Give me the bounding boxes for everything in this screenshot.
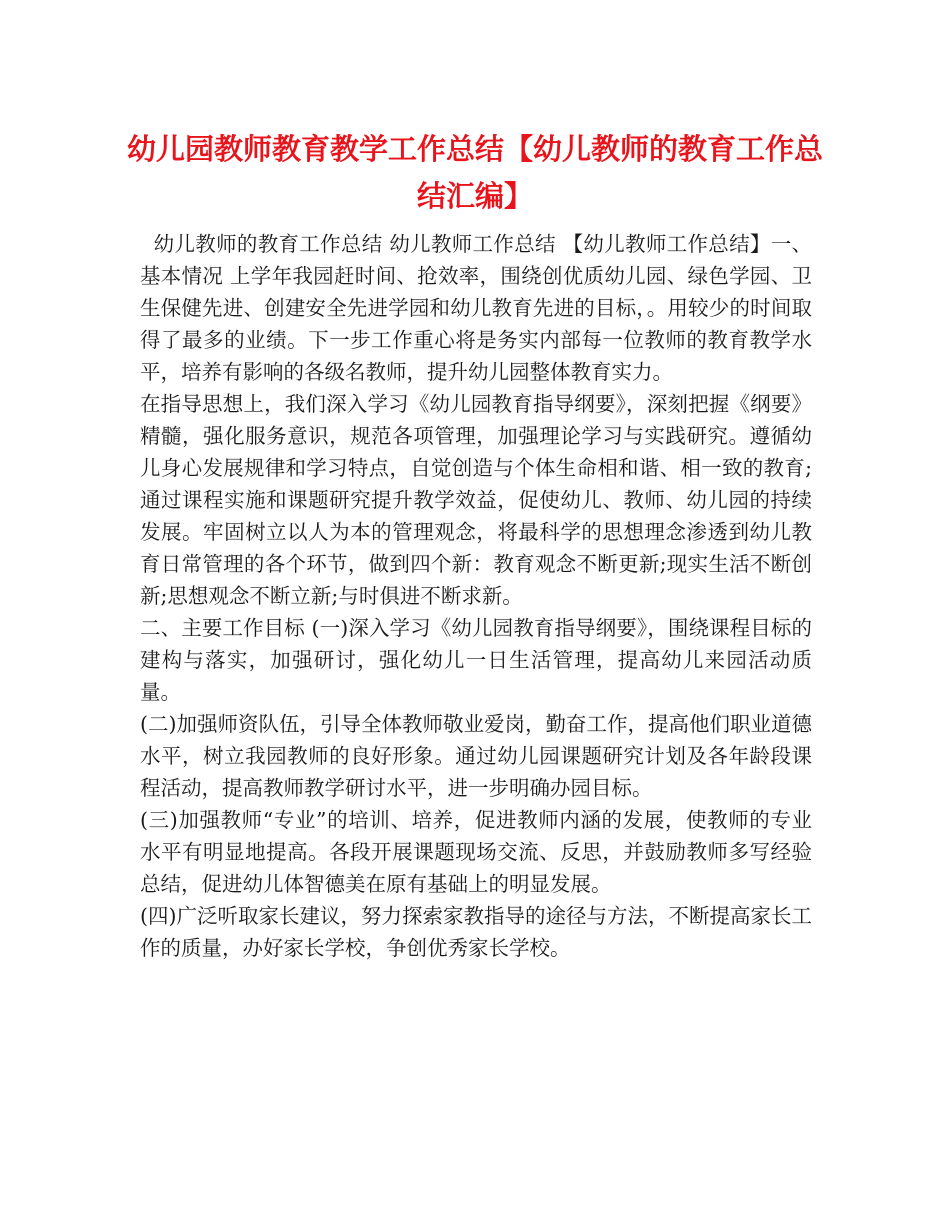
paragraph-goal-4: (四)广泛听取家长建议，努力探索家教指导的途径与方法，不断提高家长工作的质量，办好家长学校，争创优秀家长学校。 xyxy=(140,904,812,960)
paragraph-goal-2: (二)加强师资队伍，引导全体教师敬业爱岗，勤奋工作，提高他们职业道德水平，树立我园教师的良好形象。通过幼儿园课题研究计划及各年龄段课程活动，提高教师教学研讨水平，进一步明确办园目标。 xyxy=(140,712,812,800)
paragraph-basic-situation: 幼儿教师的教育工作总结 幼儿教师工作总结 【幼儿教师工作总结】一、基本情况 上学年我园赶时间、抢效率，围绕创优质幼儿园、绿色学园、卫生保健先进、创建安全先进学园和幼儿教育先进的目标，。用较少的时间取得了最多的业绩。下一步工作重心将是务实内部每一位教师的教育教学水平，培养有影响的各级名教师，提升幼儿园整体教育实力。 xyxy=(140,232,812,384)
document-title: 幼儿园教师教育教学工作总结【幼儿教师的教育工作总结汇编】 xyxy=(126,132,823,213)
paragraph-goal-3: (三)加强教师“专业”的培训、培养，促进教师内涵的发展，使教师的专业水平有明显地提高。各段开展课题现场交流、反思，并鼓励教师多写经验总结，促进幼儿体智德美在原有基础上的明显发展。 xyxy=(140,808,812,896)
paragraph-guiding-thought: 在指导思想上，我们深入学习《幼儿园教育指导纲要》，深刻把握《纲要》精髓，强化服务意识，规范各项管理，加强理论学习与实践研究。遵循幼儿身心发展规律和学习特点，自觉创造与个体生命相和谐、相一致的教育;通过课程实施和课题研究提升教学效益，促使幼儿、教师、幼儿园的持续发展。牢固树立以人为本的管理观念，将最科学的思想理念渗透到幼儿教育日常管理的各个环节，做到四个新：教育观念不断更新;现实生活不断创新;思想观念不断立新;与时俱进不断求新。 xyxy=(140,392,812,608)
document-body xyxy=(140,228,812,964)
paragraph-goal-1: 二、主要工作目标 (一)深入学习《幼儿园教育指导纲要》，围绕课程目标的建构与落实，加强研讨，强化幼儿一日生活管理，提高幼儿来园活动质量。 xyxy=(140,616,812,704)
